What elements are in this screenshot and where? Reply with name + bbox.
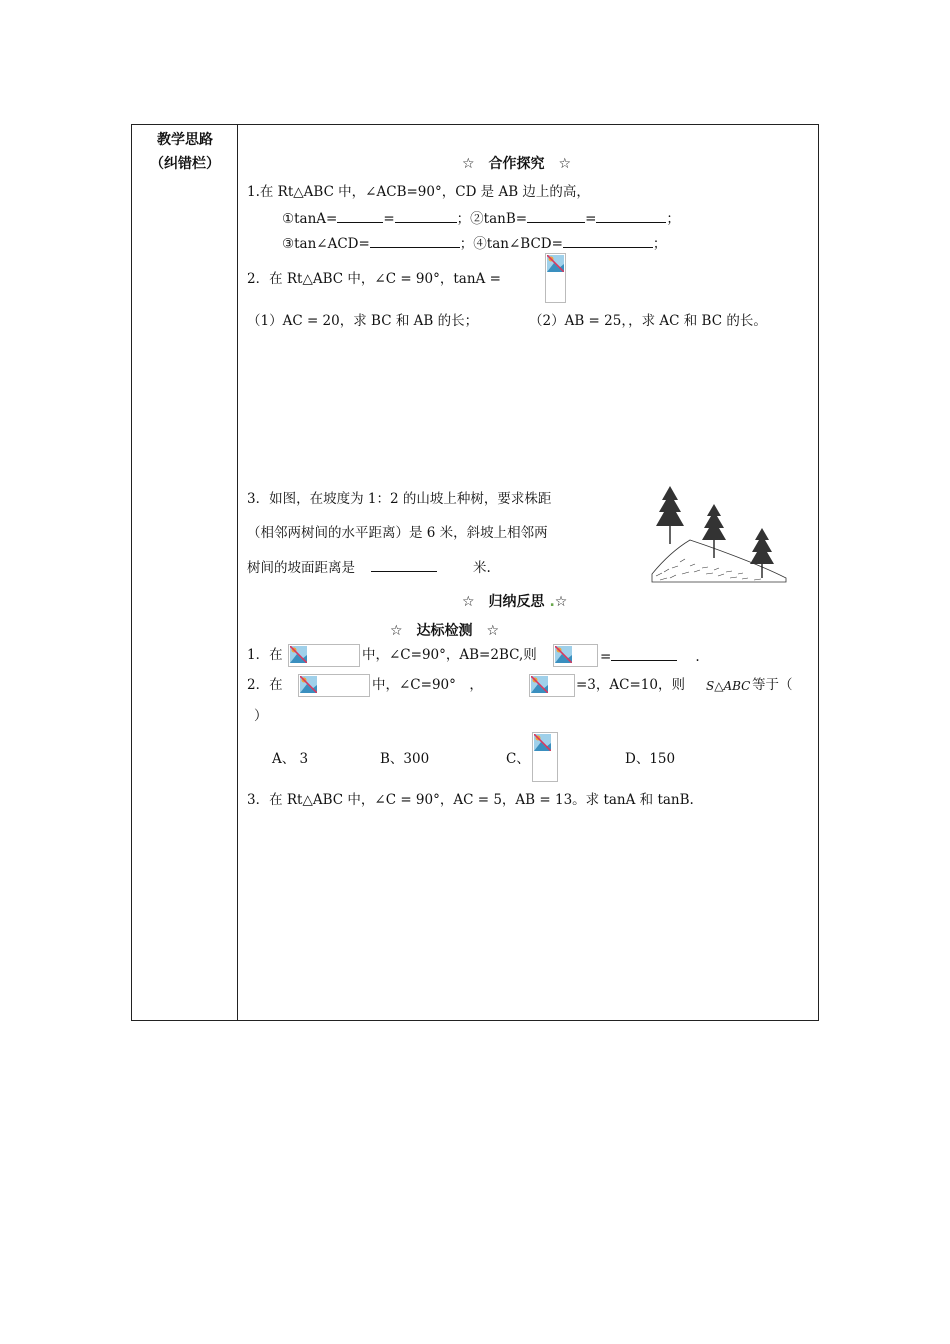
equals: = [600, 649, 612, 665]
explore-q2-stem: 2．在 Rt△ABC 中，∠C = 90°，tanA = [247, 271, 501, 287]
blank [371, 557, 437, 572]
test-q2-option-a: A、 3 [272, 751, 309, 767]
test-q1-b: 中，∠C=90°，AB=2BC,则 [362, 647, 537, 663]
test-q1-a: 1．在 [247, 647, 283, 663]
blank [395, 208, 457, 223]
semicolon: ； [456, 211, 471, 227]
image-icon [555, 646, 572, 663]
test-q2-option-d: D、150 [625, 751, 676, 767]
equals: = [585, 211, 597, 227]
reflect-heading-text: ☆ 归纳反思 [462, 594, 545, 610]
q3-unit: 米. [473, 560, 491, 576]
test-q2-area-symbol: S△ABC [706, 679, 751, 693]
image-icon [547, 255, 564, 272]
blank [611, 646, 677, 661]
broken-image-placeholder [545, 253, 566, 303]
explore-q2-sub2: （2）AB = 25，，求 AC 和 BC 的长。 [529, 313, 767, 329]
period: . [695, 649, 700, 665]
q1-part-c: ③tan∠ACD= [282, 236, 370, 252]
test-q2-close: ） [254, 708, 268, 724]
test-q2-a: 2．在 [247, 677, 283, 693]
blank [337, 208, 383, 223]
image-icon [290, 646, 307, 663]
explore-q1-row1 [282, 208, 680, 228]
side-label-title: 教学思路 [157, 132, 213, 148]
test-q2-b: 中，∠C=90° ， [372, 677, 483, 693]
image-icon [534, 734, 551, 751]
reflect-heading-star: ☆ [554, 594, 568, 610]
semicolon: ； [652, 236, 667, 252]
semicolon: ； [666, 211, 680, 227]
equals: = [383, 211, 395, 227]
test-q2-option-b: B、300 [380, 751, 430, 767]
blank [527, 208, 585, 223]
reflect-heading-dot: . [549, 594, 555, 610]
section-test-heading: ☆ 达标检测 ☆ [390, 623, 500, 639]
blank [563, 233, 653, 248]
blank [596, 208, 666, 223]
explore-q3-line2: （相邻两树间的水平距离）是 6 米，斜坡上相邻两 [247, 525, 548, 541]
image-icon [300, 676, 317, 693]
test-q2-c: =3，AC=10，则 [576, 677, 685, 693]
image-icon [531, 676, 548, 693]
blank [370, 233, 460, 248]
broken-image-placeholder [298, 674, 370, 697]
broken-image-placeholder [288, 644, 360, 667]
test-q3: 3．在 Rt△ABC 中，∠C = 90°，AC = 5，AB = 13。求 tanA 和 tanB. [247, 792, 694, 808]
q1-part-d: ④tan∠BCD= [473, 236, 563, 252]
q3-text: 树间的坡面距离是 [247, 560, 355, 576]
semicolon: ； [459, 236, 474, 252]
section-reflect-heading [462, 591, 567, 611]
broken-image-placeholder [553, 644, 598, 667]
explore-q2-sub1: （1）AC = 20，求 BC 和 AB 的长； [247, 313, 479, 329]
broken-image-placeholder [532, 732, 558, 782]
explore-q3-line3 [247, 557, 491, 577]
explore-q1-stem: 1.在 Rt△ABC 中，∠ACB=90°，CD 是 AB 边上的高， [247, 184, 590, 200]
test-q1-c [600, 646, 700, 666]
explore-q3-line1: 3．如图，在坡度为 1：2 的山坡上种树，要求株距 [247, 491, 552, 507]
q1-part-a: ①tanA= [282, 211, 338, 227]
explore-q1-row2 [282, 233, 666, 253]
q1-part-b: ②tanB= [470, 211, 528, 227]
broken-image-placeholder [529, 674, 575, 697]
hillside-trees-illustration [650, 482, 788, 584]
side-label-subtitle: （纠错栏） [150, 156, 220, 172]
test-q2-option-c: C、 [506, 751, 530, 767]
section-explore-heading: ☆ 合作探究 ☆ [462, 156, 572, 172]
test-q2-d: 等于（ [752, 677, 793, 693]
